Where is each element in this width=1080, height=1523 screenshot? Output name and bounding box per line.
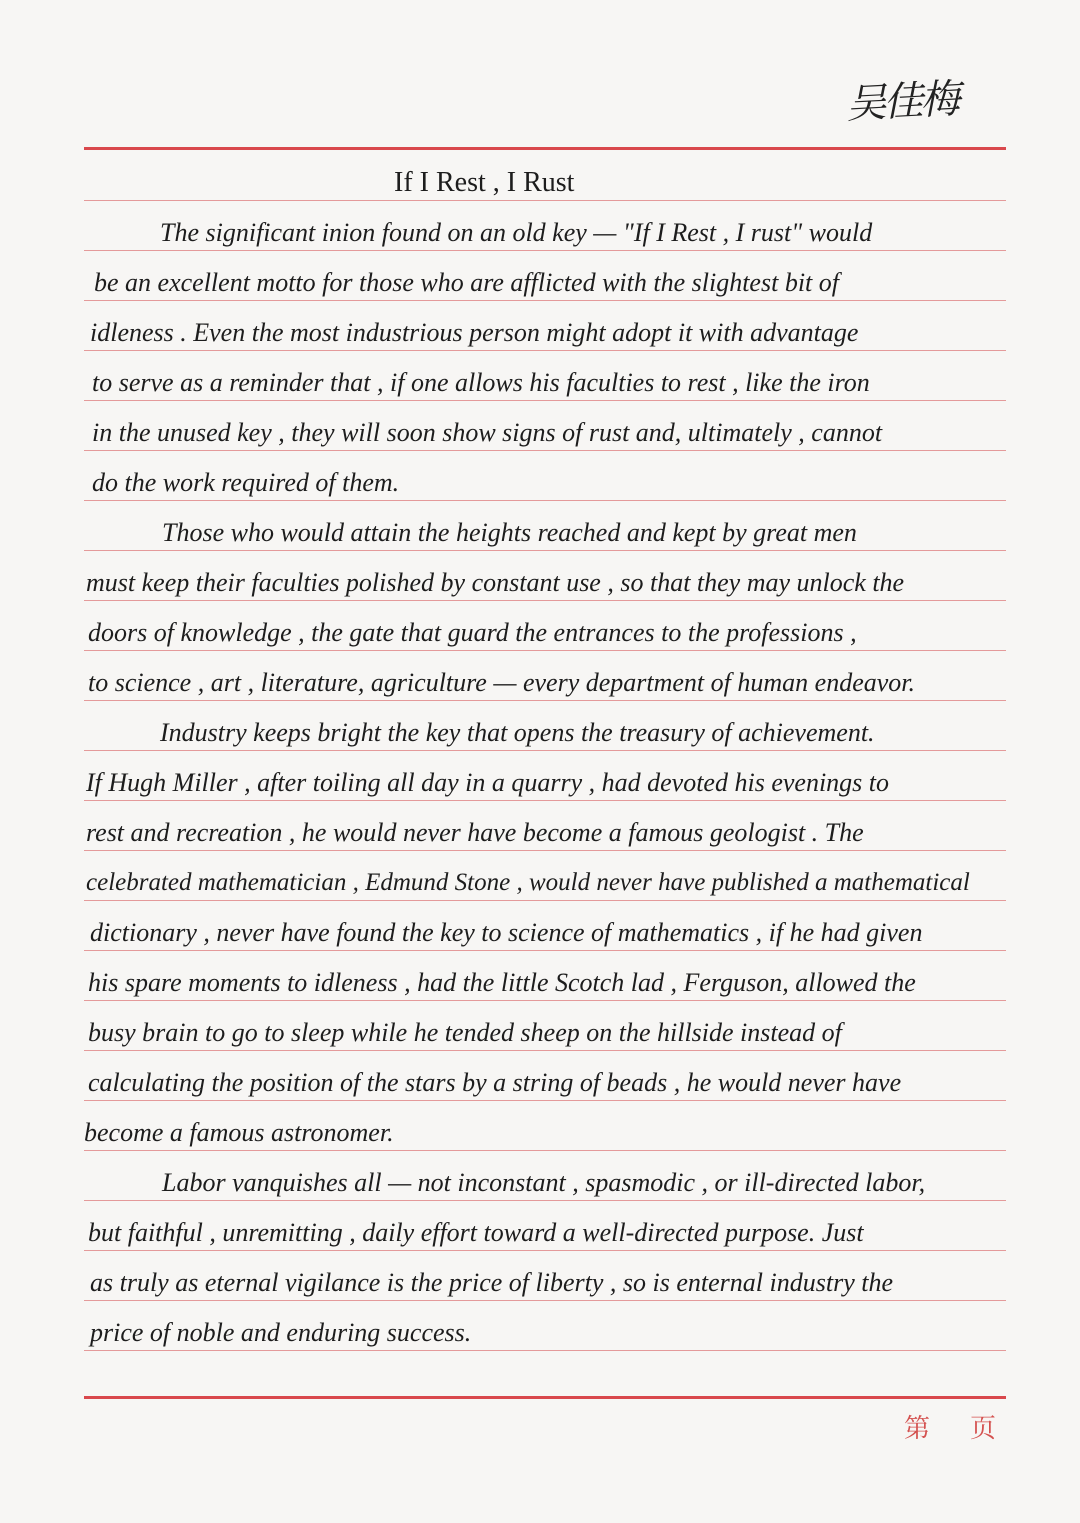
text-line: as truly as eternal vigilance is the price of liberty , so is enternal industry the [90,1268,893,1297]
text-line: calculating the position of the stars by a string of beads , he would never have [88,1068,902,1097]
text-line: busy brain to go to sleep while he tended sheep on the hillside instead of [88,1018,842,1047]
rule-line [84,450,1006,451]
rule-line [84,550,1006,551]
text-line: do the work required of them. [92,468,400,497]
rule-line [84,400,1006,401]
text-line: in the unused key , they will soon show signs of rust and, ultimately , cannot [92,418,883,447]
text-line: idleness . Even the most industrious person might adopt it with advantage [90,318,859,347]
text-line: doors of knowledge , the gate that guard the entrances to the professions , [88,618,857,647]
rule-line [84,1150,1006,1151]
rule-line [84,1000,1006,1001]
rule-line [84,700,1006,701]
rule-line [84,600,1006,601]
rule-line [84,350,1006,351]
rule-line [84,1100,1006,1101]
text-line: must keep their faculties polished by constant use , so that they may unlock the [86,568,905,597]
rule-line [84,950,1006,951]
text-line: be an excellent motto for those who are afflicted with the slightest bit of [94,268,839,297]
text-line: become a famous astronomer. [84,1118,394,1147]
rule-line [84,500,1006,501]
rule-line [84,250,1006,251]
text-line: The significant inion found on an old key — "If I Rest , I rust" would [160,218,873,247]
essay-title: If I Rest , I Rust [394,167,575,198]
text-line: to serve as a reminder that , if one allows his faculties to rest , like the iron [92,368,870,397]
text-line: but faithful , unremitting , daily effort toward a well-directed purpose. Just [88,1218,864,1247]
rule-line [84,200,1006,201]
rule-line [84,800,1006,801]
text-line: his spare moments to idleness , had the little Scotch lad , Ferguson, allowed the [88,968,916,997]
text-line: If Hugh Miller , after toiling all day in a quarry , had devoted his evenings to [86,768,890,797]
rule-line [84,1300,1006,1301]
text-line: celebrated mathematician , Edmund Stone , would never have published a mathematical [86,869,970,896]
rule-line [84,300,1006,301]
rule-line [84,1350,1006,1351]
rule-line [84,850,1006,851]
author-signature: 吴佳梅 [845,76,959,128]
rule-line [84,1250,1006,1251]
rule-line [84,900,1006,901]
text-line: price of noble and enduring success. [90,1318,472,1347]
rule-line [84,650,1006,651]
rule-line [84,750,1006,751]
text-line: Industry keeps bright the key that opens the treasury of achievement. [160,718,875,747]
text-line: to science , art , literature, agriculture — every department of human endeavor. [88,668,916,697]
rule-line [84,1200,1006,1201]
top-heavy-rule [84,147,1006,150]
text-line: rest and recreation , he would never have become a famous geologist . The [86,818,864,847]
text-line: dictionary , never have found the key to science of mathematics , if he had given [90,918,923,947]
text-line: Those who would attain the heights reached and kept by great men [162,518,857,547]
page-label-ye: 页 [970,1414,997,1444]
rule-line [84,1050,1006,1051]
bottom-heavy-rule [84,1396,1006,1399]
text-line: Labor vanquishes all — not inconstant , spasmodic , or ill-directed labor, [162,1168,926,1197]
page-label-di: 第 [904,1414,931,1444]
